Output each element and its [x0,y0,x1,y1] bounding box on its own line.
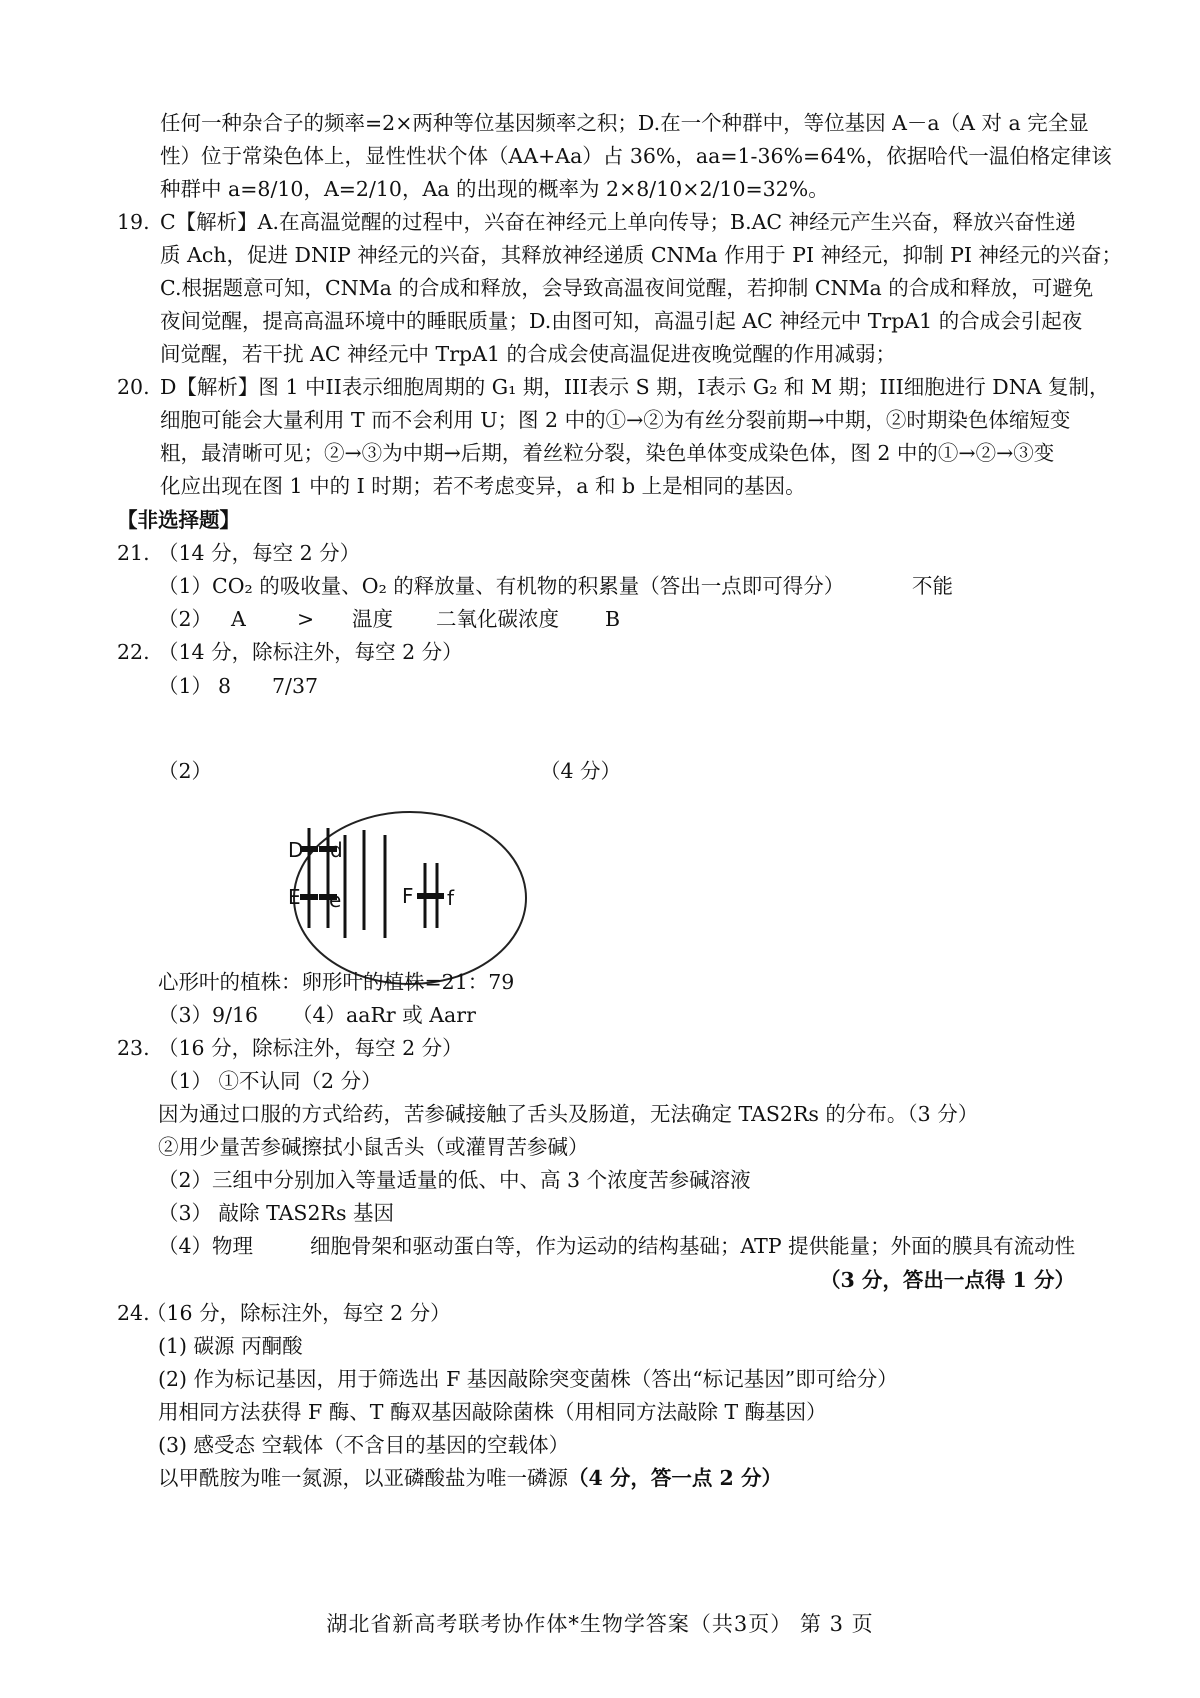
score-note: （4 分，答一点 2 分） [568,1466,782,1490]
answer-line: （2）三组中分别加入等量适量的低、中、高 3 个浓度苦参碱溶液 [158,1168,751,1192]
paragraph-line: 夜间觉醒，提高高温环境中的睡眠质量；D.由图可知，高温引起 AC 神经元中 TrpA1 的合成会引起夜 [160,309,1083,333]
gene-label-F: F [402,884,414,908]
page-footer: 湖北省新高考联考协作体*生物学答案（共3页） 第 3 页 [326,1612,874,1636]
gene-label-D: D [288,838,304,862]
paragraph-line: 粗，最清晰可见；②→③为中期→后期，着丝粒分裂，染色单体变成染色体，图 2 中的①→②→③变 [160,441,1055,465]
gene-label-f: f [447,886,455,910]
question-number: 20. [117,375,150,399]
answer-line: 用相同方法获得 F 酶、T 酶双基因敲除菌株（用相同方法敲除 T 酶基因） [158,1400,827,1424]
answer-line: （1）CO₂ 的吸收量、O₂ 的释放量、有机物的积累量（答出一点即可得分） [158,574,845,598]
paragraph-line: C.根据题意可知，CNMa 的合成和释放，会导致高温夜间觉醒，若抑制 CNMa 的合成和释放，可避免 [160,276,1094,300]
answer-value: 8 [218,674,232,698]
question-header: （16 分，除标注外，每空 2 分） [158,1036,463,1060]
gene-label-e: e [329,888,342,912]
answer-line [158,1468,782,1489]
paragraph-line: 化应出现在图 1 中的 I 时期；若不考虑变异，a 和 b 上是相同的基因。 [160,474,806,498]
gene-label-d: d [330,838,343,862]
answer-line: （4）aaRr 或 Aarr [292,1003,476,1027]
answer-label: （1） [158,674,213,698]
paragraph-line: 性）位于常染色体上，显性性状个体（AA+Aa）占 36%，aa=1-36%=64%，依据哈代一温伯格定律该 [160,144,1112,168]
question-header: （14 分，每空 2 分） [158,541,361,565]
answer-line: (2) 作为标记基因，用于筛选出 F 基因敲除突变菌株（答出“标记基因”即可给分） [158,1367,898,1391]
answer-line: (1) 碳源 丙酮酸 [158,1334,303,1358]
answer-value: 7/37 [272,674,319,698]
paragraph-line: C【解析】A.在高温觉醒的过程中，兴奋在神经元上单向传导；B.AC 神经元产生兴奋，释放兴奋性递 [160,210,1076,234]
answer-value: 不能 [912,574,953,598]
question-header: （16 分，除标注外，每空 2 分） [146,1301,451,1325]
score-note: （4 分） [540,759,622,783]
question-number: 23. [117,1036,150,1060]
gene-mark [432,893,444,899]
answer-line: 因为通过口服的方式给药，苦参碱接触了舌头及肠道，无法确定 TAS2Rs 的分布。（3 分） [158,1102,979,1126]
gene-mark [417,893,433,899]
paragraph-line: 种群中 a=8/10，A=2/10，Aa 的出现的概率为 2×8/10×2/10=32%。 [160,177,829,201]
answer-line: 心形叶的植株：卵形叶的植株=21：79 [158,970,515,994]
paragraph-line: 质 Ach，促进 DNIP 神经元的兴奋，其释放神经递质 CNMa 作用于 PI 神经元，抑制 PI 神经元的兴奋； [160,243,1123,267]
answer-line: （1） ①不认同（2 分） [158,1069,382,1093]
answer-label: （2） [158,759,213,783]
answer-line: （3）9/16 [158,1003,259,1027]
answer-line: ②用少量苦参碱擦拭小鼠舌头（或灌胃苦参碱） [158,1135,589,1159]
gene-label-E: E [288,885,301,909]
question-number: 24. [117,1301,150,1325]
answer-line: (3) 感受态 空载体（不含目的基因的空载体） [158,1433,570,1457]
answer-label: （2） [158,607,213,631]
question-number: 21. [117,541,150,565]
question-header: （14 分，除标注外，每空 2 分） [158,640,463,664]
answer-line: 细胞骨架和驱动蛋白等，作为运动的结构基础；ATP 提供能量；外面的膜具有流动性 [310,1234,1076,1258]
answer-value: 二氧化碳浓度 [436,607,559,631]
answer-value: B [605,607,621,631]
paragraph-line: 细胞可能会大量利用 T 而不会利用 U；图 2 中的①→②为有丝分裂前期→中期，②时期染色体缩短变 [160,408,1071,432]
paragraph-line: 任何一种杂合子的频率=2×两种等位基因频率之积；D.在一个种群中，等位基因 A－a（A 对 a 完全显 [160,111,1089,135]
question-number: 22. [117,640,150,664]
answer-text: 以甲酰胺为唯一氮源，以亚磷酸盐为唯一磷源 [158,1466,568,1490]
answer-line: （4）物理 [158,1234,254,1258]
paragraph-line: 间觉醒，若干扰 AC 神经元中 TrpA1 的合成会使高温促进夜晚觉醒的作用减弱； [160,342,896,366]
gene-mark [300,894,318,900]
answer-value: > [297,607,315,631]
answer-line: （3） 敲除 TAS2Rs 基因 [158,1201,394,1225]
paragraph-line: D【解析】图 1 中II表示细胞周期的 G₁ 期，III表示 S 期，I表示 G₂ 和 M 期；III细胞进行 DNA 复制， [160,375,1110,399]
question-number: 19. [117,210,150,234]
score-note: （3 分，答出一点得 1 分） [820,1268,1075,1292]
chromosome-diagram [288,810,532,990]
answer-value: 温度 [352,607,393,631]
section-title: 【非选择题】 [117,508,240,532]
answer-value: A [231,607,246,631]
